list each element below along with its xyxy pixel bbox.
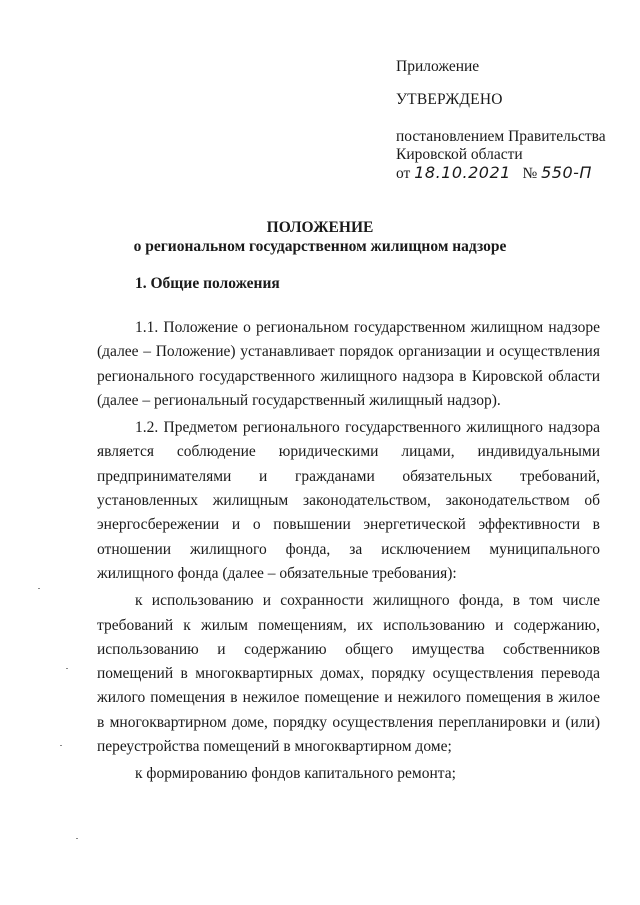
scan-speck (76, 838, 78, 839)
approval-line-1: постановлением Правительства (396, 128, 606, 145)
document-subtitle: о региональном государственном жилищном надзоре (133, 238, 507, 255)
approval-line-2: Кировской области (396, 146, 523, 163)
paragraph-1-2: 1.2. Предметом регионального государственного жилищного надзора является соблюдение юридическими лицами, индивидуальными предпринимателями и гражданами обязательных требований, установленных жилищным законодательством, законодательством об энергосбережении и о повышении энергетической эффективности в отношении жилищного фонда, за исключением муниципального жилищного фонда (далее – обязательные требования): (97, 419, 600, 582)
handwritten-number: 550-П (541, 163, 592, 182)
document-body (97, 316, 600, 790)
scan-speck (66, 668, 68, 669)
approval-date-line (396, 164, 626, 183)
approval-block (396, 58, 626, 183)
scan-speck (38, 588, 40, 589)
paragraph-requirements-repair-funds: к формированию фондов капитального ремонта; (135, 765, 456, 783)
number-prefix: № (522, 165, 538, 182)
paragraph-1-1: 1.1. Положение о региональном государственном жилищном надзоре (далее – Положение) устанавливает порядок организации и осуществления регионального государственного жилищного надзора в Кировской области (далее – региональный государственный жилищный надзор). (97, 319, 600, 409)
date-prefix: от (396, 165, 411, 182)
scan-speck (60, 745, 62, 746)
appendix-label: Приложение (396, 58, 480, 75)
paragraph-requirements-housing: к использованию и сохранности жилищного фонда, в том числе требований к жилым помещениям, их использованию и содержанию, использованию и содержанию общего имущества собственников помещений в многоквартирных домах, порядку осуществления перевода жилого помещения в нежилое помещение и нежилого помещения в жилое в многоквартирном доме, порядку осуществления перепланировки и (или) переустройства помещений в многоквартирном доме; (97, 592, 600, 756)
handwritten-date: 18.10.2021 (414, 163, 511, 182)
section-heading: 1. Общие положения (135, 275, 280, 292)
approved-stamp-text: УТВЕРЖДЕНО (396, 91, 503, 108)
document-title: ПОЛОЖЕНИЕ (266, 219, 374, 236)
